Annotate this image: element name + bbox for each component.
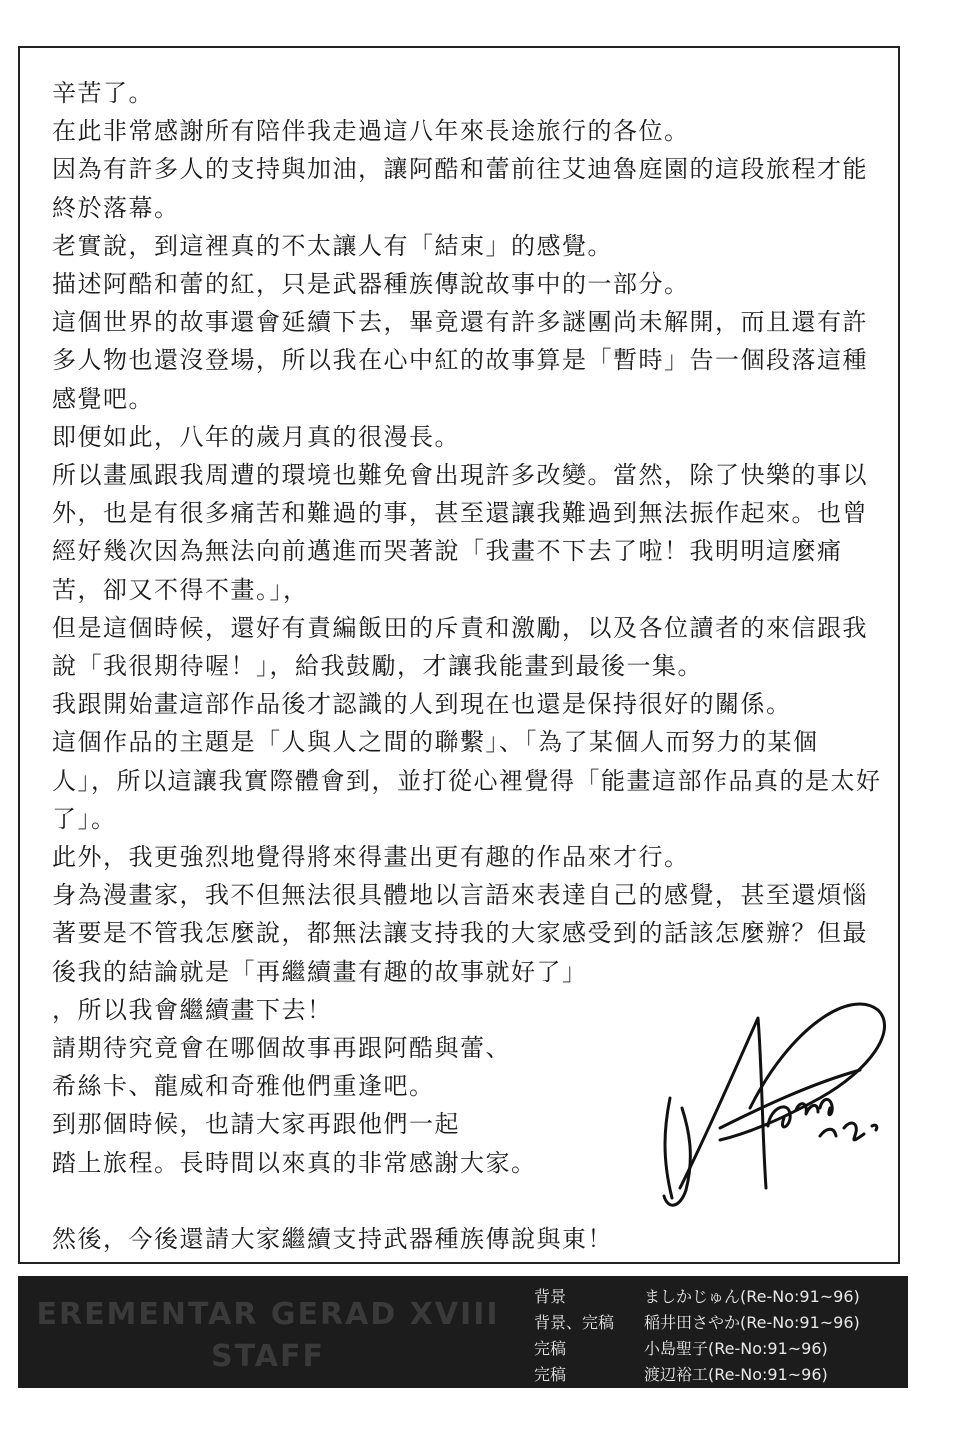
staff-role: 完稿	[534, 1339, 567, 1358]
afterword-letter	[18, 46, 900, 1264]
letter-paragraph: ，所以我會繼續畫下去！	[52, 995, 333, 1024]
letter-paragraph: 踏上旅程。長時間以來真的非常感謝大家。	[52, 1148, 537, 1177]
letter-paragraph: 即便如此，八年的歲月真的很漫長。	[52, 422, 460, 451]
staff-role: 背景、完稿	[534, 1313, 615, 1332]
staff-role: 背景	[534, 1287, 567, 1306]
staff-name: 小島聖子(Re-No:91~96)	[644, 1339, 828, 1358]
staff-title	[18, 1294, 518, 1378]
letter-paragraph: 但是這個時候，還好有責編飯田的斥責和激勵，以及各位讀者的來信跟我說「我很期待喔！」，給我鼓勵，才讓我能畫到最後一集。	[52, 613, 868, 681]
staff-row	[534, 1362, 904, 1388]
staff-list	[534, 1284, 904, 1388]
staff-name: 稲井田さやか(Re-No:91~96)	[644, 1313, 860, 1332]
letter-paragraph: 這個世界的故事還會延續下去，畢竟還有許多謎團尚未解開，而且還有許多人物也還沒登場，所以我在心中紅的故事算是「暫時」告一個段落這種感覺吧。	[52, 308, 868, 413]
letter-paragraph: 老實說，到這裡真的不太讓人有「結束」的感覺。	[52, 231, 613, 260]
letter-paragraph: 在此非常感謝所有陪伴我走過這八年來長途旅行的各位。	[52, 117, 690, 146]
staff-title-series: EREMENTAR GERAD XVIII	[36, 1297, 500, 1332]
letter-paragraph: 請期待究竟會在哪個故事再跟阿酷與蕾、	[52, 1034, 511, 1063]
staff-row	[534, 1284, 904, 1310]
letter-closing: 然後，今後還請大家繼續支持武器種族傳說與東！	[52, 1224, 613, 1253]
staff-title-label: STAFF	[211, 1339, 325, 1374]
staff-role: 完稿	[534, 1365, 567, 1384]
staff-row	[534, 1310, 904, 1336]
letter-paragraph: 因為有許多人的支持與加油，讓阿酷和蕾前往艾迪魯庭園的這段旅程才能終於落幕。	[52, 155, 868, 222]
letter-paragraph: 所以畫風跟我周遭的環境也難免會出現許多改變。當然，除了快樂的事以外，也是有很多痛苦和難過的事，甚至還讓我難過到無法振作起來。也曾經好幾次因為無法向前邁進而哭著說「我畫不下去了啦！我明明這麼痛苦，卻又不得不畫。」，	[52, 461, 868, 604]
letter-paragraph: 描述阿酷和蕾的紅，只是武器種族傳說故事中的一部分。	[52, 270, 690, 299]
letter-paragraph: 身為漫畫家，我不但無法很具體地以言語來表達自己的感覺，甚至還煩惱著要是不管我怎麼說，都無法讓支持我的大家感受到的話該怎麼辦？但最後我的結論就是「再繼續畫有趣的故事就好了」	[52, 881, 868, 986]
letter-paragraph: 我跟開始畫這部作品後才認識的人到現在也還是保持很好的關係。	[52, 690, 792, 719]
staff-name: ましかじゅん(Re-No:91~96)	[644, 1287, 860, 1306]
letter-paragraph: 此外，我更強烈地覺得將來得畫出更有趣的作品來才行。	[52, 843, 690, 872]
letter-paragraph: 希絲卡、龍威和奇雅他們重逢吧。	[52, 1072, 435, 1101]
letter-paragraph: 到那個時候，也請大家再跟他們一起	[52, 1110, 460, 1139]
staff-row	[534, 1336, 904, 1362]
staff-name: 渡辺裕工(Re-No:91~96)	[644, 1365, 828, 1384]
letter-paragraph: 辛苦了。	[52, 79, 154, 107]
author-signature	[650, 958, 900, 1218]
letter-paragraph: 這個作品的主題是「人與人之間的聯繫」、「為了某個人而努力的某個人」，所以這讓我實際體會到，並打從心裡覺得「能畫這部作品真的是太好了」。	[52, 728, 882, 833]
staff-credits-bar	[18, 1276, 908, 1388]
